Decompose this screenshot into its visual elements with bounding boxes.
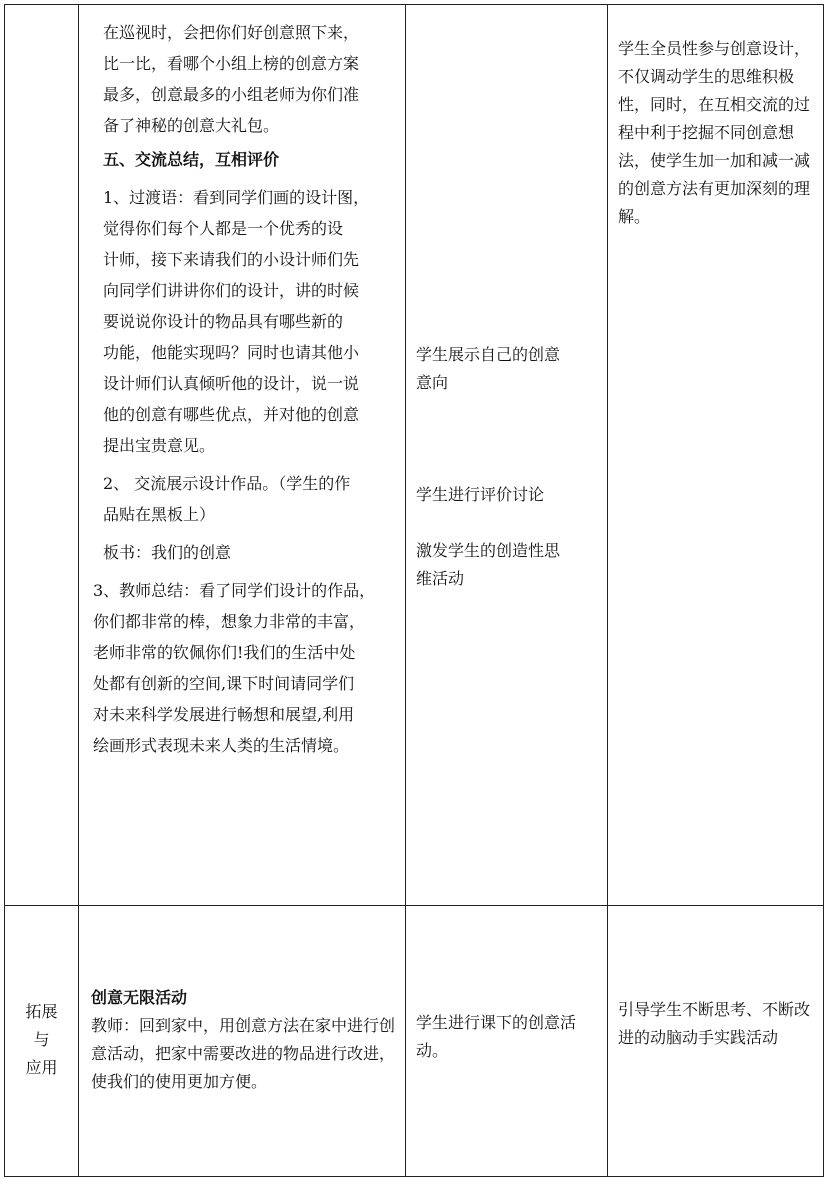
step1-line: 要说说你设计的物品具有哪些新的 bbox=[103, 312, 344, 331]
student-activity-line: 维活动 bbox=[416, 569, 465, 588]
stage-label-line: 与 bbox=[33, 1030, 50, 1049]
student-activity-line: 学生展示自己的创意 bbox=[416, 345, 561, 364]
step3-line: 处都有创新的空间,课下时间请同学们 bbox=[93, 674, 355, 693]
step1-line: 提出宝贵意见。 bbox=[103, 436, 216, 455]
design-intent-cell bbox=[608, 5, 824, 906]
teacher-activity-cell bbox=[79, 5, 406, 906]
student-activity-line: 学生进行评价讨论 bbox=[416, 485, 545, 504]
stage-cell-empty bbox=[5, 5, 79, 906]
step3-line: 你们都非常的棒，想象力非常的丰富， bbox=[93, 612, 366, 631]
design-intent-cell bbox=[608, 906, 824, 1177]
teacher-line: 备了神秘的创意大礼包。 bbox=[103, 116, 280, 135]
lesson-plan-table bbox=[4, 4, 824, 1177]
student-activity-cell bbox=[406, 906, 608, 1177]
board-text: 板书：我们的创意 bbox=[103, 543, 232, 562]
teacher-activity-cell bbox=[79, 906, 406, 1177]
stage-label-line: 应用 bbox=[25, 1058, 58, 1077]
teacher-text: 教师：回到家中，用创意方法在家中进行创意活动，把家中需要改进的物品进行改进，使我们的使用更加方便。 bbox=[91, 1016, 396, 1091]
section-heading: 五、交流总结，互相评价 bbox=[103, 150, 280, 169]
step1-line: 1、过渡语：看到同学们画的设计图， bbox=[103, 188, 370, 207]
step3-line: 绘画形式表现未来人类的生活情境。 bbox=[93, 736, 350, 755]
student-text: 学生进行课下的创意活动。 bbox=[416, 1013, 577, 1060]
step2-line: 品贴在黑板上） bbox=[103, 505, 216, 524]
design-intent-text: 学生全员性参与创意设计，不仅调动学生的思维积极性，同时，在互相交流的过程中利于挖掘不同创意想法，使学生加一加和减一减的创意方法有更加深刻的理解。 bbox=[618, 39, 811, 226]
step1-line: 功能，他能实现吗？同时也请其他小 bbox=[103, 343, 360, 362]
stage-cell bbox=[5, 906, 79, 1177]
table-row bbox=[5, 906, 824, 1177]
step1-line: 计师，接下来请我们的小设计师们先 bbox=[103, 250, 360, 269]
step3-line: 3、教师总结：看了同学们设计的作品， bbox=[93, 581, 376, 600]
stage-label-line: 拓展 bbox=[25, 1002, 58, 1021]
step2-line: 2、 交流展示设计作品。（学生的作 bbox=[103, 474, 351, 493]
student-activity-line: 激发学生的创造性思 bbox=[416, 541, 561, 560]
student-activity-line: 意向 bbox=[416, 373, 449, 392]
activity-heading: 创意无限活动 bbox=[91, 988, 188, 1007]
step3-line: 老师非常的钦佩你们!我们的生活中处 bbox=[93, 643, 356, 662]
step1-line: 设计师们认真倾听他的设计，说一说 bbox=[103, 374, 360, 393]
step1-line: 觉得你们每个人都是一个优秀的设 bbox=[103, 219, 344, 238]
student-activity-cell bbox=[406, 5, 608, 906]
step1-line: 他的创意有哪些优点，并对他的创意 bbox=[103, 405, 360, 424]
step3-line: 对未来科学发展进行畅想和展望,利用 bbox=[93, 705, 355, 724]
design-intent-text: 引导学生不断思考、不断改进的动脑动手实践活动 bbox=[618, 1000, 811, 1047]
teacher-line: 在巡视时，会把你们好创意照下来， bbox=[103, 23, 360, 42]
step1-line: 向同学们讲讲你们的设计，讲的时候 bbox=[103, 281, 360, 300]
table-row bbox=[5, 5, 824, 906]
teacher-line: 比一比，看哪个小组上榜的创意方案 bbox=[103, 54, 360, 73]
teacher-line: 最多，创意最多的小组老师为你们准 bbox=[103, 85, 360, 104]
